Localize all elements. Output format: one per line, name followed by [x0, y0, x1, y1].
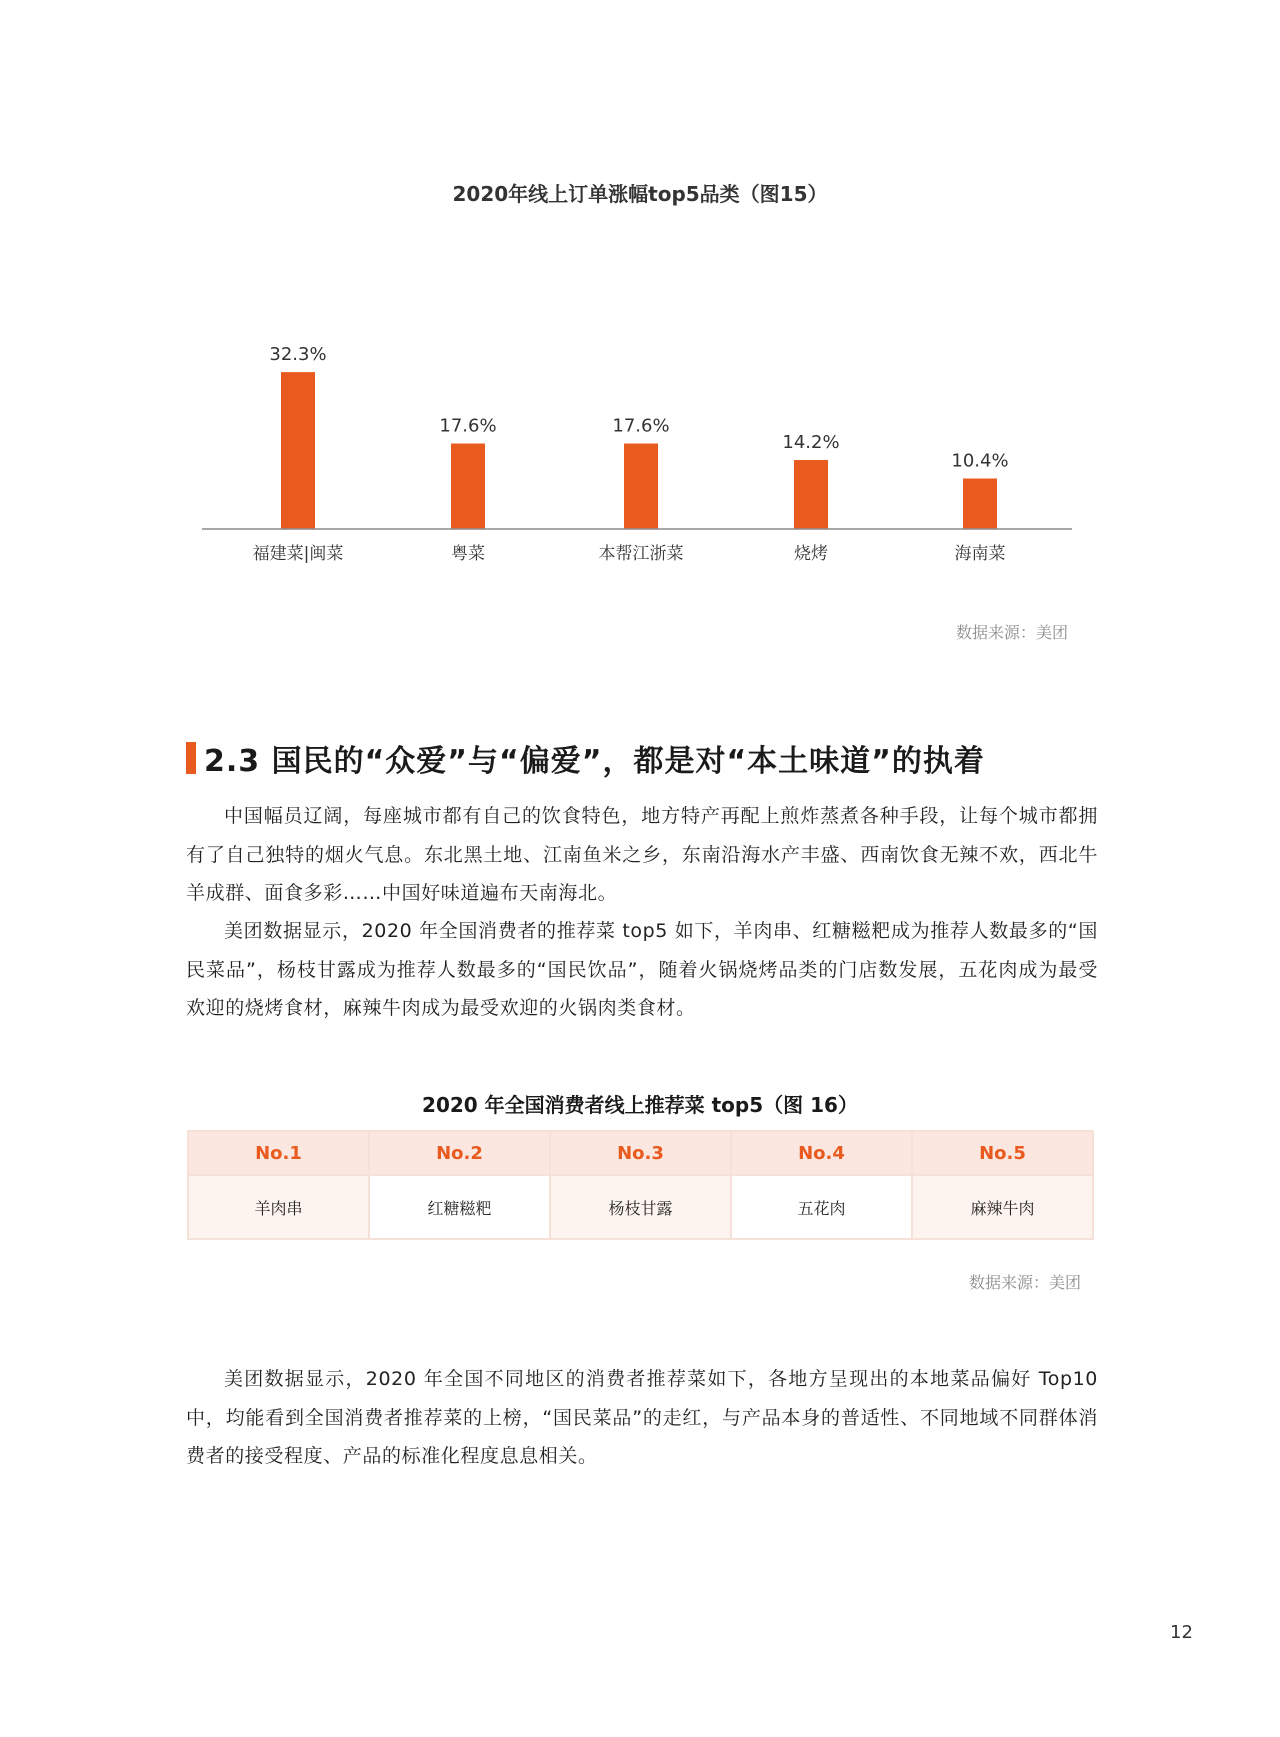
paragraph-1: 中国幅员辽阔，每座城市都有自己的饮食特色，地方特产再配上煎炸蒸煮各种手段，让每个城市都拥有了自己独特的烟火气息。东北黑土地、江南鱼米之乡，东南沿海水产丰盛、西南饮食无辣不欢，西北牛羊成群、面食多彩……中国好味道遍布天南海北。	[186, 805, 1098, 904]
cell-no2: 红糖糍粑	[369, 1175, 550, 1239]
section-title: 2.3 国民的“众爱”与“偏爱”，都是对“本土味道”的执着	[204, 744, 985, 779]
chart-source: 数据来源：美团	[956, 623, 1069, 642]
cell-no4: 五花肉	[731, 1175, 912, 1239]
bar-4	[794, 460, 828, 529]
table-title: 2020 年全国消费者线上推荐菜 top5（图 16）	[422, 1093, 858, 1117]
value-label-3: 17.6%	[612, 415, 670, 437]
category-label-4: 烧烤	[794, 544, 828, 564]
paragraph-2: 美团数据显示，2020 年全国消费者的推荐菜 top5 如下，羊肉串、红糖糍粑成为推荐人数最多的“国民菜品”，杨枝甘露成为推荐人数最多的“国民饮品”，随着火锅烧烤品类的门店数发展，五花肉成为最受欢迎的烧烤食材，麻辣牛肉成为最受欢迎的火锅肉类食材。	[186, 920, 1098, 1019]
header-no5: No.5	[912, 1131, 1093, 1175]
value-label-1: 32.3%	[269, 344, 327, 366]
header-no3: No.3	[550, 1131, 731, 1175]
value-label-5: 10.4%	[951, 450, 1009, 472]
bar-2	[451, 444, 485, 529]
bar-1	[281, 372, 315, 529]
closing-paragraph: 美团数据显示，2020 年全国不同地区的消费者推荐菜如下，各地方呈现出的本地菜品偏好 Top10 中，均能看到全国消费者推荐菜的上榜，“国民菜品”的走红，与产品本身的普适性、不同地域不同群体消费者的接受程度、产品的标准化程度息息相关。	[186, 1368, 1098, 1467]
bar-3	[624, 444, 658, 529]
header-no4: No.4	[731, 1131, 912, 1175]
chart-title: 2020年线上订单涨幅top5品类（图15）	[452, 182, 828, 206]
category-label-5: 海南菜	[954, 544, 1006, 564]
category-label-2: 粤菜	[451, 544, 485, 564]
cell-no3: 杨枝甘露	[550, 1175, 731, 1239]
bar-chart	[0, 0, 1280, 600]
cell-no1: 羊肉串	[188, 1175, 369, 1239]
cell-no5: 麻辣牛肉	[912, 1175, 1093, 1239]
table-row	[188, 1175, 1093, 1239]
recommend-table	[187, 1130, 1094, 1240]
page-number: 12	[1170, 1622, 1193, 1643]
section-heading	[186, 738, 985, 778]
header-no2: No.2	[369, 1131, 550, 1175]
value-label-2: 17.6%	[439, 415, 497, 437]
value-label-4: 14.2%	[782, 432, 840, 454]
category-label-3: 本帮江浙菜	[598, 544, 684, 564]
header-no1: No.1	[188, 1131, 369, 1175]
table-source: 数据来源：美团	[969, 1273, 1082, 1292]
category-label-1: 福建菜|闽菜	[252, 544, 344, 564]
table-header-row	[188, 1131, 1093, 1175]
section-accent-bar	[186, 742, 196, 774]
bar-5	[963, 478, 997, 529]
